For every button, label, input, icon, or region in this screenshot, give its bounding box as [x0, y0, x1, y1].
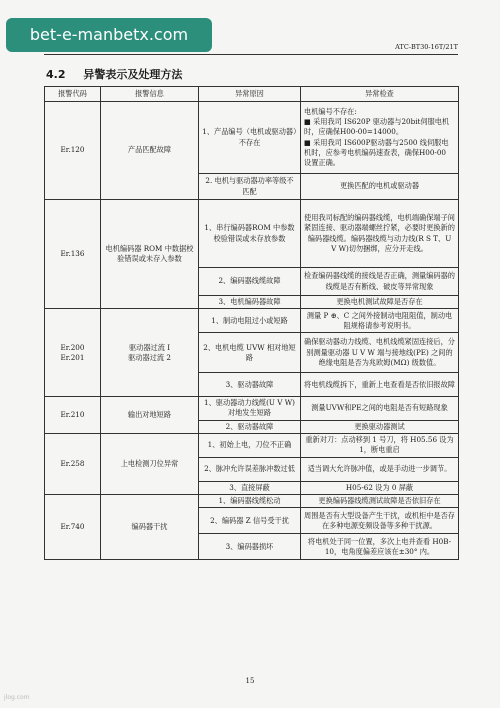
cause-cell: 2、编码器线缆故障: [199, 268, 301, 296]
table-row: [45, 495, 459, 508]
table-row: [45, 397, 459, 420]
cause-cell: 3、电机编码器故障: [199, 296, 301, 309]
alarm-info-cell: 输出对地短路: [101, 397, 199, 434]
check-cell: 更换驱动器测试: [301, 420, 459, 433]
cause-cell: 1、产品编号（电机或驱动器）不存在: [199, 102, 301, 174]
header-alarm-info: 报警信息: [101, 87, 199, 102]
alarm-code-cell: Er.258: [45, 433, 101, 494]
url-banner[interactable]: [6, 18, 212, 52]
check-cell: 更换电机测试故障是否存在: [301, 296, 459, 309]
cause-cell: 3、驱动器故障: [199, 373, 301, 397]
cause-cell: 1、串行编码器ROM 中参数校验错误或未存放参数: [199, 200, 301, 268]
section-number: 4.2: [46, 68, 66, 81]
table-row: [45, 102, 459, 174]
table-row: [45, 433, 459, 457]
check-cell: 将电机线缆拆下，重新上电查看是否依旧报故障: [301, 373, 459, 397]
check-cell: 适当调大允许脉冲值，或是手动进一步调节。: [301, 457, 459, 481]
check-cell: 周围是否有大型设备产生干扰，或机柜中是否存在多种电源变频设备等多种干扰源。: [301, 508, 459, 534]
alarm-code-cell: Er.210: [45, 397, 101, 434]
alarm-code-cell: Er.200 Er.201: [45, 309, 101, 397]
alarm-code-cell: Er.740: [45, 495, 101, 560]
header-check: 异常检查: [301, 87, 459, 102]
alarm-table: [44, 86, 459, 560]
header-alarm-code: 报警代码: [45, 87, 101, 102]
table-row: [45, 309, 459, 333]
cause-cell: 2. 电机与驱动器功率等级不匹配: [199, 174, 301, 200]
check-cell: 更换编码器线缆测试故障是否依旧存在: [301, 495, 459, 508]
page-number: 15: [245, 677, 255, 685]
check-cell: 使用我司标配的编码器线缆，电机端确保端子间紧固连接、驱动器端螺丝拧紧，必要时更换新的编码器线缆。编码器线缆与动力线(R S T、U V W)切勿捆绑，应分开走线。: [301, 200, 459, 268]
check-cell: 更换匹配的电机或驱动器: [301, 174, 459, 200]
alarm-info-cell: 电机编码器 ROM 中数据校验错误或未存入参数: [101, 200, 199, 309]
check-cell: 电机编号不存在: ■ 采用我司 IS620P 驱动器与20bit伺服电机时，应确保H00-00=14000。 ■ 采用我司 IS600P驱动器与2500 线伺服电机时，应参考电机编码速查表，确保H00-00 设置正确。: [301, 102, 459, 174]
check-cell: 检查编码器线缆的接线是否正确，测量编码器的线缆是否有断线、破皮等异常现象: [301, 268, 459, 296]
section-title: 异警表示及处理方法: [83, 68, 183, 81]
cause-cell: 2、脉冲允许误差脉冲数过低: [199, 457, 301, 481]
check-cell: 重新对刀：点动移到 1 号刀，将 H05.56 设为 1，断电重启: [301, 433, 459, 457]
alarm-info-cell: 产品匹配故障: [101, 102, 199, 200]
cause-cell: 1、编码器线缆松动: [199, 495, 301, 508]
cause-cell: 1、制动电阻过小或短路: [199, 309, 301, 333]
url-banner-text: bet-e-manbetx.com: [29, 25, 189, 44]
table-row: [45, 200, 459, 268]
cause-cell: 2、驱动器故障: [199, 420, 301, 433]
watermark-text: jlog.com: [4, 694, 30, 701]
alarm-info-cell: 编码器干扰: [101, 495, 199, 560]
cause-cell: 3、编码器损坏: [199, 534, 301, 560]
table-header-row: [45, 87, 459, 102]
check-cell: 测量UVW和PE之间的电阻是否有短路现象: [301, 397, 459, 420]
check-cell: 测量 P ⊕、C 之间外接制动电阻阻值，制动电阻规格请参考说明书。: [301, 309, 459, 333]
alarm-info-cell: 上电检测刀位异常: [101, 433, 199, 494]
cause-cell: 2、电机电缆 UVW 相对地短路: [199, 333, 301, 373]
section-heading: [46, 66, 182, 82]
alarm-code-cell: Er.120: [45, 102, 101, 200]
table-body: [45, 102, 459, 560]
check-cell: H05-62 设为 0 屏蔽: [301, 481, 459, 494]
cause-cell: 1、驱动器动力线缆(U V W) 对地发生短路: [199, 397, 301, 420]
check-cell: 确保驱动器动力线缆、电机线缆紧固连接后，分别测量驱动器 U V W 端与接地线(PE) 之间的绝缘电阻是否为兆欧姆(MΩ) 级数值。: [301, 333, 459, 373]
alarm-code-cell: Er.136: [45, 200, 101, 309]
cause-cell: 2、编码器 Z 信号受干扰: [199, 508, 301, 534]
cause-cell: 1、初始上电，刀位不正确: [199, 433, 301, 457]
cause-cell: 3、直接屏蔽: [199, 481, 301, 494]
model-number: ATC-BT30-16T/21T: [395, 43, 458, 51]
header-cause: 异常原因: [199, 87, 301, 102]
alarm-info-cell: 驱动器过流 I 驱动器过流 2: [101, 309, 199, 397]
check-cell: 将电机处于同一位置，多次上电并查看 H0B-10，电角度偏差应该在±30° 内。: [301, 534, 459, 560]
